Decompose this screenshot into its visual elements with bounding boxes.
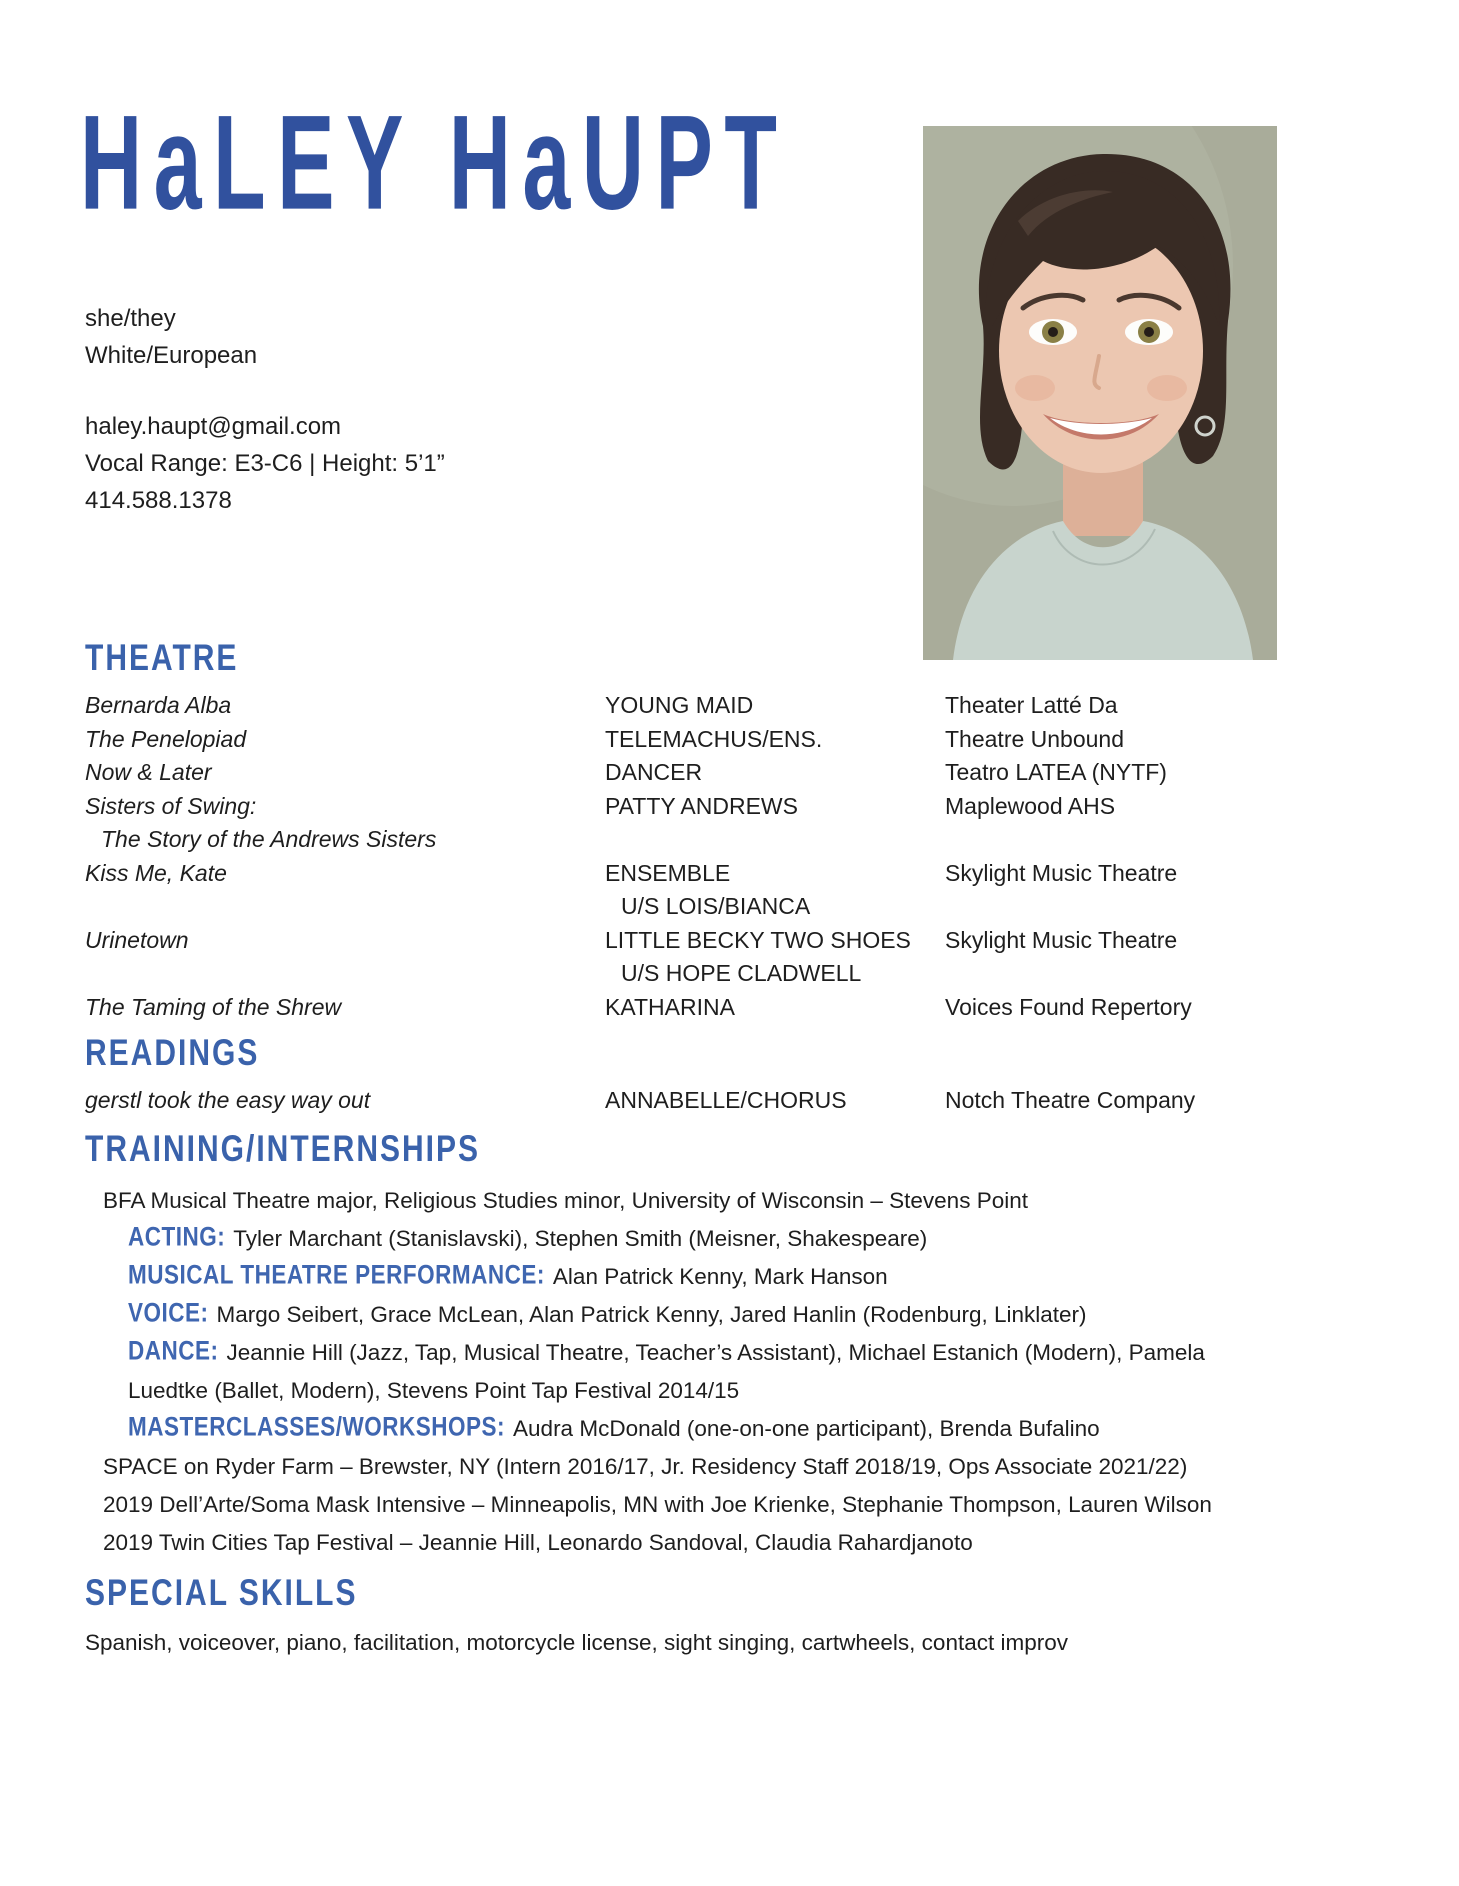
credit-company: Voices Found Repertory xyxy=(945,993,1192,1020)
credit-role: U/S HOPE CLADWELL xyxy=(621,960,862,986)
credit-row xyxy=(85,723,1385,757)
credit-show-title: The Story of the Andrews Sisters xyxy=(101,826,437,852)
credit-company xyxy=(945,823,1385,857)
training-line-text: Luedtke (Ballet, Modern), Stevens Point Tap Festival 2014/15 xyxy=(128,1377,740,1403)
credit-company: Skylight Music Theatre xyxy=(945,859,1178,886)
special-skills-heading: SPECIAL SKILLS xyxy=(85,1571,358,1613)
training-line xyxy=(85,1524,1385,1562)
training-line xyxy=(85,1334,1385,1372)
credit-company: Theater Latté Da xyxy=(945,692,1118,718)
credit-role: LITTLE BECKY TWO SHOES xyxy=(605,926,911,953)
training-line xyxy=(85,1182,1385,1220)
identity-block xyxy=(85,300,257,374)
training-line-text: Jeannie Hill (Jazz, Tap, Musical Theatre, Teacher’s Assistant), Michael Estanich (Modern), Pamela xyxy=(226,1339,1205,1365)
headshot-photo xyxy=(923,126,1277,660)
theatre-credits xyxy=(85,689,1385,1024)
credit-role: PATTY ANDREWS xyxy=(605,792,798,819)
training-category-label: VOICE: xyxy=(128,1297,209,1327)
credit-show-title: Now & Later xyxy=(85,759,212,785)
credit-role xyxy=(605,823,945,857)
credit-show-title: Urinetown xyxy=(85,926,189,953)
section-training xyxy=(85,1127,1385,1562)
section-readings xyxy=(85,1032,1385,1118)
credit-role: DANCER xyxy=(605,759,703,785)
contact-block xyxy=(85,408,445,519)
training-lines xyxy=(85,1182,1385,1562)
training-heading: TRAINING/INTERNSHIPS xyxy=(85,1127,481,1169)
credit-row xyxy=(85,756,1385,790)
training-line xyxy=(85,1448,1385,1486)
email-text: haley.haupt@gmail.com xyxy=(85,413,342,440)
page-title: HaLEY HaUPT xyxy=(80,88,789,239)
training-category-label: MASTERCLASSES/WORKSHOPS: xyxy=(128,1411,506,1441)
training-line xyxy=(85,1486,1385,1524)
credit-company: Skylight Music Theatre xyxy=(945,926,1178,953)
credit-show-title: gerstl took the easy way out xyxy=(85,1087,371,1113)
section-theatre xyxy=(85,637,1385,1024)
training-line xyxy=(85,1258,1385,1296)
training-category-label: MUSICAL THEATRE PERFORMANCE: xyxy=(128,1259,545,1289)
training-line-text: Tyler Marchant (Stanislavski), Stephen Smith (Meisner, Shakespeare) xyxy=(233,1225,928,1251)
credit-role: ENSEMBLE xyxy=(605,859,731,886)
resume-content xyxy=(85,637,1385,1662)
pronouns-text: she/they xyxy=(85,305,176,332)
training-line-text: SPACE on Ryder Farm – Brewster, NY (Intern 2016/17, Jr. Residency Staff 2018/19, Ops Associate 2021/22) xyxy=(103,1453,1188,1479)
training-line xyxy=(85,1410,1385,1448)
credit-show-title: Kiss Me, Kate xyxy=(85,859,227,886)
training-line xyxy=(85,1296,1385,1334)
training-category-label: DANCE: xyxy=(128,1335,219,1365)
training-line-text: BFA Musical Theatre major, Religious Studies minor, University of Wisconsin – Stevens Point xyxy=(103,1187,1028,1213)
credit-company: Theatre Unbound xyxy=(945,725,1125,752)
credit-role: KATHARINA xyxy=(605,993,735,1020)
training-line-text: Alan Patrick Kenny, Mark Hanson xyxy=(552,1263,888,1289)
credit-role: ANNABELLE/CHORUS xyxy=(605,1087,847,1113)
credit-show-title: Sisters of Swing: xyxy=(85,792,257,819)
phone-text: 414.588.1378 xyxy=(85,487,232,514)
credit-show-title: The Penelopiad xyxy=(85,725,247,752)
vocal-range-height-text: Vocal Range: E3-C6 | Height: 5’1” xyxy=(85,450,445,477)
ethnicity-text: White/European xyxy=(85,342,258,369)
credit-row xyxy=(85,857,1385,891)
credit-row xyxy=(85,689,1385,723)
credit-role: YOUNG MAID xyxy=(605,692,754,718)
training-category-label: ACTING: xyxy=(128,1221,226,1251)
credit-show-title: The Taming of the Shrew xyxy=(85,993,342,1020)
training-line-text: 2019 Twin Cities Tap Festival – Jeannie Hill, Leonardo Sandoval, Claudia Rahardjanoto xyxy=(103,1529,973,1555)
training-line-text: 2019 Dell’Arte/Soma Mask Intensive – Minneapolis, MN with Joe Krienke, Stephanie Thompson, Lauren Wilson xyxy=(103,1491,1212,1517)
headshot-illustration xyxy=(923,126,1277,660)
theatre-heading: THEATRE xyxy=(85,637,239,679)
credit-company: Notch Theatre Company xyxy=(945,1087,1196,1113)
readings-heading: READINGS xyxy=(85,1032,260,1074)
credit-row xyxy=(85,790,1385,824)
training-line-text: Audra McDonald (one-on-one participant), Brenda Bufalino xyxy=(513,1415,1100,1441)
credit-row xyxy=(85,890,1385,924)
credit-row xyxy=(85,924,1385,958)
credit-role: U/S LOIS/BIANCA xyxy=(621,893,811,919)
credit-show-title xyxy=(85,957,605,991)
credit-row xyxy=(85,823,1385,857)
credit-company: Teatro LATEA (NYTF) xyxy=(945,759,1167,785)
credit-row xyxy=(85,957,1385,991)
training-line-text: Margo Seibert, Grace McLean, Alan Patrick Kenny, Jared Hanlin (Rodenburg, Linklater) xyxy=(216,1301,1087,1327)
readings-credits xyxy=(85,1084,1385,1118)
credit-company xyxy=(945,890,1385,924)
special-skills-text: Spanish, voiceover, piano, facilitation, motorcycle license, sight singing, cartwheels, contact improv xyxy=(85,1629,1068,1655)
credit-show-title xyxy=(85,890,605,924)
credit-role: TELEMACHUS/ENS. xyxy=(605,725,823,752)
section-special-skills xyxy=(85,1571,1385,1662)
credit-row xyxy=(85,1084,1385,1118)
credit-company xyxy=(945,957,1385,991)
credit-company: Maplewood AHS xyxy=(945,792,1116,819)
credit-show-title: Bernarda Alba xyxy=(85,692,232,718)
credit-row xyxy=(85,991,1385,1025)
